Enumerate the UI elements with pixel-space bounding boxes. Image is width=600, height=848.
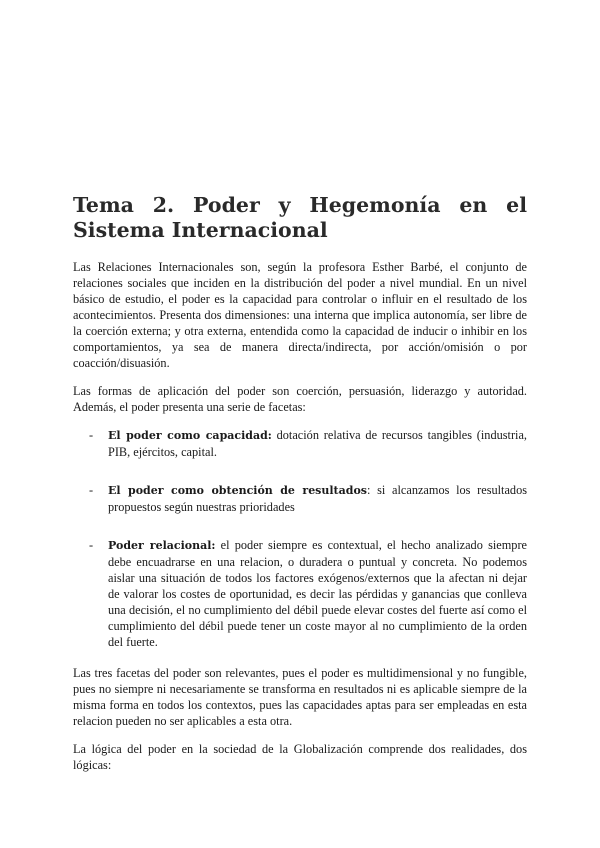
facet-term: El poder como capacidad: (108, 429, 272, 442)
document-title: Tema 2. Poder y Hegemonía en el Sistema Internacional (73, 193, 527, 242)
facet-text: : si alcanzamos los resultados propuestos según nuestras prioridades (108, 483, 527, 514)
globalization-logic-paragraph: La lógica del poder en la sociedad de la Globalización comprende dos realidades, dos lógicas: (73, 742, 527, 772)
intro-paragraph: Las Relaciones Internacionales son, según la profesora Esther Barbé, el conjunto de relaciones sociales que inciden en la distribución del poder a nivel mundial. En un nivel básico de estudio, el poder es la capacidad para controlar o influir en el resultado de los acontecimientos. Presenta dos dimensiones: una interna que implica autonomía, ser libre de la coerción externa; y otra externa, entendida como la capacidad de inducir o inhibir en los comportamientos, ya sea de manera directa/indirecta, por acción/omisión o por coacción/disuasión. (73, 260, 527, 370)
facet-term: El poder como obtención de resultados (108, 484, 367, 497)
bullet-dash: - (89, 428, 94, 442)
facets-list (73, 427, 527, 650)
forms-paragraph: Las formas de aplicación del poder son coerción, persuasión, liderazgo y autoridad. Además, el poder presenta una serie de facetas: (73, 384, 527, 414)
facet-item (73, 427, 527, 460)
bullet-dash: - (89, 483, 94, 497)
facet-item (73, 482, 527, 515)
facet-text: dotación relativa de recursos tangibles (industria, PIB, ejércitos, capital. (108, 428, 527, 459)
facet-text: el poder siempre es contextual, el hecho analizado siempre debe encuadrarse en una relacion, o duradera o puntual y concreta. No podemos aislar una situación de todos los factores exógenos/externos que la afectan ni dejar de valorar los costes de oportunidad, es decir las pérdidas y ganancias que conlleva una decisión, el no cumplimiento del débil puede elevar costes del fuerte así como el cumplimiento del débil puede tener un coste mayor al no cumplimiento de la orden del fuerte. (108, 538, 527, 649)
facet-item (73, 537, 527, 650)
facets-relevance-paragraph: Las tres facetas del poder son relevantes, pues el poder es multidimensional y no fungible, pues no siempre ni necesariamente se transforma en resultados ni es aplicable siempre de la misma forma en todos los contextos, pues las capacidades aptas para ser empleadas en esta relacion pueden no ser aplicables a esta otra. (73, 666, 527, 728)
bullet-dash: - (89, 538, 94, 552)
document-page (73, 193, 527, 785)
facet-term: Poder relacional: (108, 539, 216, 552)
